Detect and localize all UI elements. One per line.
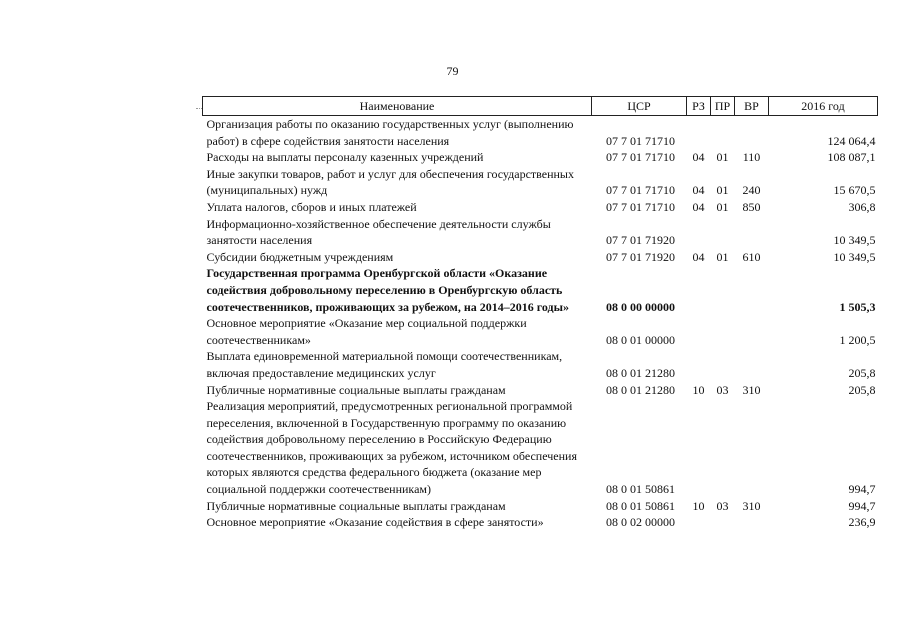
row-vr: 850 bbox=[742, 199, 761, 214]
row-amount: 994,7 bbox=[848, 482, 876, 497]
row-csr: 07 7 01 71710 bbox=[606, 183, 675, 198]
row-rz bbox=[687, 116, 711, 150]
row-rz: 04 bbox=[692, 150, 705, 165]
row-csr: 07 7 01 71920 bbox=[606, 233, 675, 248]
row-amount: 1 505,3 bbox=[839, 299, 876, 314]
row-csr: 08 0 01 50861 bbox=[606, 482, 675, 497]
row-vr bbox=[735, 265, 769, 315]
row-pr: 01 bbox=[716, 183, 729, 198]
header-pr: ПР bbox=[711, 97, 735, 116]
table-row bbox=[203, 249, 878, 266]
row-rz: 10 bbox=[692, 498, 705, 513]
row-rz: 04 bbox=[692, 183, 705, 198]
header-vr: ВР bbox=[735, 97, 769, 116]
table-body bbox=[203, 116, 878, 531]
table-row bbox=[203, 149, 878, 166]
row-name: Публичные нормативные социальные выплаты гражданам bbox=[206, 498, 506, 513]
row-rz: 04 bbox=[692, 199, 705, 214]
row-pr: 03 bbox=[716, 382, 729, 397]
row-csr: 08 0 01 21280 bbox=[606, 365, 675, 380]
row-csr: 08 0 01 21280 bbox=[606, 382, 675, 397]
row-name: Расходы на выплаты персоналу казенных учреждений bbox=[206, 150, 484, 165]
row-name: Субсидии бюджетным учреждениям bbox=[206, 249, 394, 264]
row-amount: 236,9 bbox=[848, 515, 876, 530]
row-vr: 240 bbox=[742, 183, 761, 198]
table-row bbox=[203, 166, 878, 199]
row-amount: 306,8 bbox=[848, 199, 876, 214]
row-pr: 03 bbox=[716, 498, 729, 513]
row-pr: 01 bbox=[716, 199, 729, 214]
row-rz: 04 bbox=[692, 249, 705, 264]
row-rz bbox=[687, 216, 711, 249]
row-pr bbox=[711, 398, 735, 498]
table-row bbox=[203, 315, 878, 348]
header-csr: ЦСР bbox=[592, 97, 687, 116]
row-pr bbox=[711, 216, 735, 249]
row-csr: 08 0 01 50861 bbox=[606, 498, 675, 513]
row-csr: 07 7 01 71710 bbox=[606, 133, 675, 148]
row-vr bbox=[735, 216, 769, 249]
row-amount: 10 349,5 bbox=[833, 249, 876, 264]
row-name: Основное мероприятие «Оказание мер социальной поддержки соотечественникам» bbox=[206, 316, 527, 347]
row-amount: 205,8 bbox=[848, 382, 876, 397]
table-row bbox=[203, 348, 878, 381]
page-number: 79 bbox=[446, 64, 459, 78]
budget-table bbox=[202, 96, 878, 531]
row-pr: 01 bbox=[716, 249, 729, 264]
row-pr bbox=[711, 116, 735, 150]
row-pr bbox=[711, 348, 735, 381]
header-rz: РЗ bbox=[687, 97, 711, 116]
row-vr bbox=[735, 398, 769, 498]
row-vr: 610 bbox=[742, 249, 761, 264]
row-name: Информационно-хозяйственное обеспечение деятельности службы занятости населения bbox=[206, 216, 551, 248]
row-amount: 10 349,5 bbox=[833, 233, 876, 248]
row-amount: 1 200,5 bbox=[839, 332, 876, 347]
row-name: Основное мероприятие «Оказание содействия в сфере занятости» bbox=[206, 515, 544, 530]
row-rz bbox=[687, 514, 711, 531]
row-csr: 08 0 00 00000 bbox=[606, 299, 675, 314]
row-vr bbox=[735, 315, 769, 348]
row-pr bbox=[711, 315, 735, 348]
row-amount: 205,8 bbox=[848, 365, 876, 380]
table-row bbox=[203, 514, 878, 531]
row-amount: 15 670,5 bbox=[833, 183, 876, 198]
table-row bbox=[203, 199, 878, 216]
row-vr bbox=[735, 514, 769, 531]
row-vr: 110 bbox=[742, 150, 761, 165]
table-row bbox=[203, 216, 878, 249]
row-pr bbox=[711, 514, 735, 531]
row-rz bbox=[687, 265, 711, 315]
row-csr: 07 7 01 71710 bbox=[606, 150, 675, 165]
row-csr: 07 7 01 71710 bbox=[606, 199, 675, 214]
row-vr: 310 bbox=[742, 382, 761, 397]
row-amount: 124 064,4 bbox=[827, 133, 876, 148]
row-name: Выплата единовременной материальной помощи соотечественникам, включая предоставление медицинских услуг bbox=[206, 349, 563, 380]
row-name: Публичные нормативные социальные выплаты гражданам bbox=[206, 382, 506, 397]
table-header-row bbox=[203, 97, 878, 116]
table-row bbox=[203, 265, 878, 315]
row-pr: 01 bbox=[716, 150, 729, 165]
row-rz bbox=[687, 315, 711, 348]
row-name: Реализация мероприятий, предусмотренных региональной программой переселения, включенной в Государственную программу по оказанию содействия добровольному переселению в Российскую Федерацию соотечественников, проживающих за рубежом, источником обеспечения которых являются средства федерального бюджета (оказание мер социальной поддержки соотечественникам) bbox=[206, 399, 577, 497]
row-amount: 994,7 bbox=[848, 498, 876, 513]
table-row bbox=[203, 382, 878, 399]
row-vr: 310 bbox=[742, 498, 761, 513]
table-row bbox=[203, 116, 878, 150]
table-row bbox=[203, 398, 878, 498]
header-name: Наименование bbox=[203, 97, 592, 116]
table-row bbox=[203, 498, 878, 515]
row-name: Организация работы по оказанию государственных услуг (выполнению работ) в сфере содействия занятости населения bbox=[206, 117, 574, 148]
row-amount: 108 087,1 bbox=[827, 150, 876, 165]
row-rz: 10 bbox=[692, 382, 705, 397]
row-name: Государственная программа Оренбургской области «Оказание содействия добровольному переселению в Оренбургскую область соотечественников, проживающих за рубежом, на 2014–2016 годы» bbox=[206, 266, 569, 314]
row-name: Уплата налогов, сборов и иных платежей bbox=[206, 199, 417, 214]
row-csr: 08 0 01 00000 bbox=[606, 332, 675, 347]
budget-table-container bbox=[202, 96, 877, 531]
row-pr bbox=[711, 265, 735, 315]
row-vr bbox=[735, 348, 769, 381]
row-csr: 08 0 02 00000 bbox=[606, 515, 675, 530]
row-rz bbox=[687, 348, 711, 381]
header-year: 2016 год bbox=[769, 97, 878, 116]
row-rz bbox=[687, 398, 711, 498]
row-csr: 07 7 01 71920 bbox=[606, 249, 675, 264]
row-vr bbox=[735, 116, 769, 150]
row-name: Иные закупки товаров, работ и услуг для обеспечения государственных (муниципальных) нужд bbox=[206, 166, 574, 198]
